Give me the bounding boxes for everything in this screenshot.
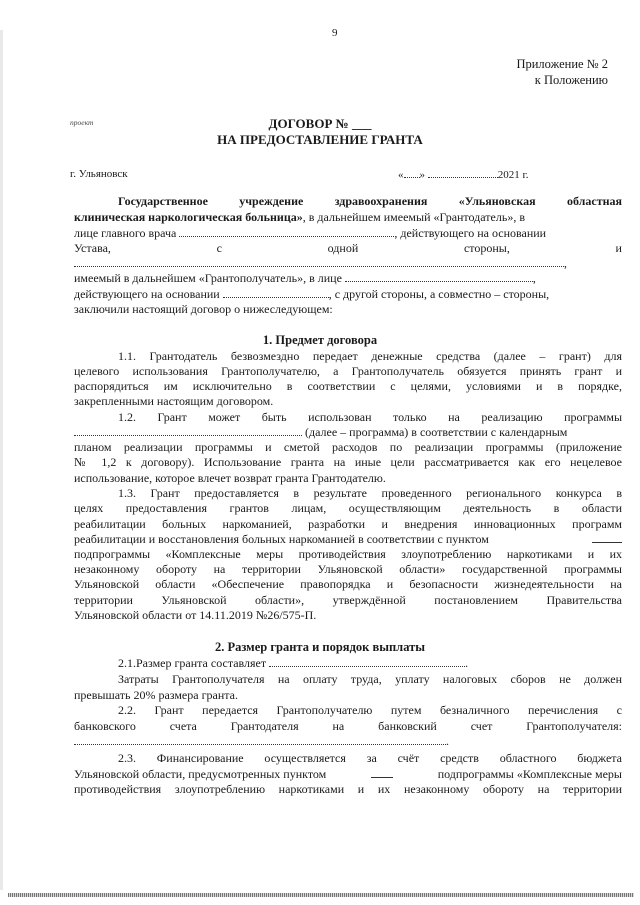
clause-1-2-line-4: № 1,2 к договору). Использование гранта на иные цели рассматривается как его нецелевое: [74, 455, 622, 469]
clause-1-2-line-3: планом реализации программы и сметой расходов по реализации программы (приложение: [74, 440, 622, 454]
clause-1-3-line-5: подпрограммы «Комплексные меры противодействия злоупотреблению наркотиками и их: [74, 547, 622, 561]
clause-1-3-line-8: территории Ульяновской области», утверждённой постановлением Правительства: [74, 593, 622, 607]
clause-1-2-line-1: 1.2. Грант может быть использован только на реализацию программы: [118, 410, 622, 424]
draft-mark: проект: [70, 118, 94, 127]
grant-amount-blank: [269, 656, 465, 667]
section-1-heading: 1. Предмет договора: [262, 333, 378, 347]
intro-line-2: клиническая наркологическая больница», в дальнейшем имеемый «Грантодатель», в: [74, 210, 525, 224]
clause-1-3-line-6: незаконному обороту на территории Ульяновской области» государственной программы: [74, 562, 622, 576]
clause-1-2-line-5: использование, которое влечет возврат гранта Грантодателю.: [74, 471, 386, 485]
clause-2-3-line-1: 2.3. Финансирование осуществляется за счёт средств областного бюджета: [118, 751, 622, 765]
intro-line-1: Государственное учреждение здравоохранения «Ульяновская областная: [118, 194, 622, 208]
intro-line-4: Устава, с одной стороны, и: [74, 241, 622, 255]
page-number: 9: [332, 27, 338, 39]
intro-line-7: действующего на основании , с другой стороны, а совместно – стороны,: [74, 287, 550, 301]
grantee-basis-blank: [223, 287, 329, 298]
clause-1-1-line-2: целевого использования Грантополучателю, а Грантополучатель обязуется принять грант и: [74, 364, 622, 378]
date-month-blank: [428, 167, 498, 178]
clause-2-2-line-1: 2.2. Грант передается Грантополучателю путем безналичного перечисления с: [118, 703, 622, 717]
date-day-blank: [404, 167, 420, 178]
appendix-label: Приложение № 2: [516, 57, 608, 71]
clause-1-1-line-1: 1.1. Грантодатель безвозмездно передает денежные средства (далее – грант) для: [118, 349, 622, 363]
clause-2-3-line-2: Ульяновской области, предусмотренных пунктом подпрограммы «Комплексные меры: [74, 767, 622, 781]
clause-2-2-line-2: банковского счета Грантодателя на банковский счет Грантополучателя:: [74, 719, 622, 733]
contract-date: « » 2021 г.: [398, 169, 529, 181]
grantee-name-blank: [74, 256, 564, 267]
intro-line-5: ,: [74, 256, 567, 270]
appendix-reference: к Положению: [534, 73, 608, 87]
funding-item-blank: [371, 767, 393, 778]
document-title: ДОГОВОР № ___: [268, 116, 372, 131]
clause-1-3-line-7: Ульяновской области «Обеспечение правопорядка и безопасности жизнедеятельности на: [74, 577, 622, 591]
clause-2-1-costs-line-1: Затраты Грантополучателя на оплату труда, уплату налоговых сборов не должен: [118, 672, 622, 686]
clause-2-1-costs-line-2: превышать 20% размера гранта.: [74, 688, 238, 702]
program-name-blank: [74, 425, 302, 436]
clause-1-2-line-2: (далее – программа) в соответствии с календарным: [74, 425, 567, 439]
intro-line-6: имеемый в дальнейшем «Грантополучатель», в лице ,: [74, 271, 536, 285]
clause-1-3-line-4: реабилитации и восстановления больных наркоманией в соответствии с пунктом: [74, 532, 622, 546]
clause-2-1: 2.1.Размер гранта составляет .: [118, 656, 469, 670]
program-item-blank: [592, 532, 622, 543]
clause-1-3-line-3: реабилитации больных наркоманией, разработки и внедрения инновационных программ: [74, 517, 622, 531]
intro-line-8: заключили настоящий договор о нижеследующем:: [74, 302, 333, 316]
clause-1-3-line-2: целях предоставления грантов лицам, осуществляющим деятельность в области: [74, 501, 622, 515]
grantee-representative-blank: [345, 271, 533, 282]
clause-1-1-line-3: распорядиться им исключительно в соответствии с целями, условиями и в порядке,: [74, 379, 622, 393]
scan-edge-bottom: [8, 893, 634, 897]
intro-line-3: лице главного врача , действующего на основании: [74, 226, 547, 240]
place-of-signing: г. Ульяновск: [70, 168, 128, 180]
clause-1-3-line-9: Ульяновской области от 14.11.2019 №26/575-П.: [74, 608, 317, 622]
grantee-account-blank: [74, 734, 446, 745]
clause-1-3-line-1: 1.3. Грант предоставляется в результате проведенного регионального конкурса в: [118, 486, 622, 500]
document-subtitle: НА ПРЕДОСТАВЛЕНИЕ ГРАНТА: [217, 132, 423, 147]
clause-2-2-line-3: .: [74, 734, 449, 748]
clause-2-3-line-3: противодействия злоупотреблению наркотиками и их незаконному обороту на территории: [74, 782, 622, 796]
scan-edge-left: [0, 30, 3, 890]
section-2-heading: 2. Размер гранта и порядок выплаты: [214, 640, 426, 654]
clause-1-1-line-4: закрепленными настоящим договором.: [74, 394, 274, 408]
director-name-blank: [179, 226, 394, 237]
